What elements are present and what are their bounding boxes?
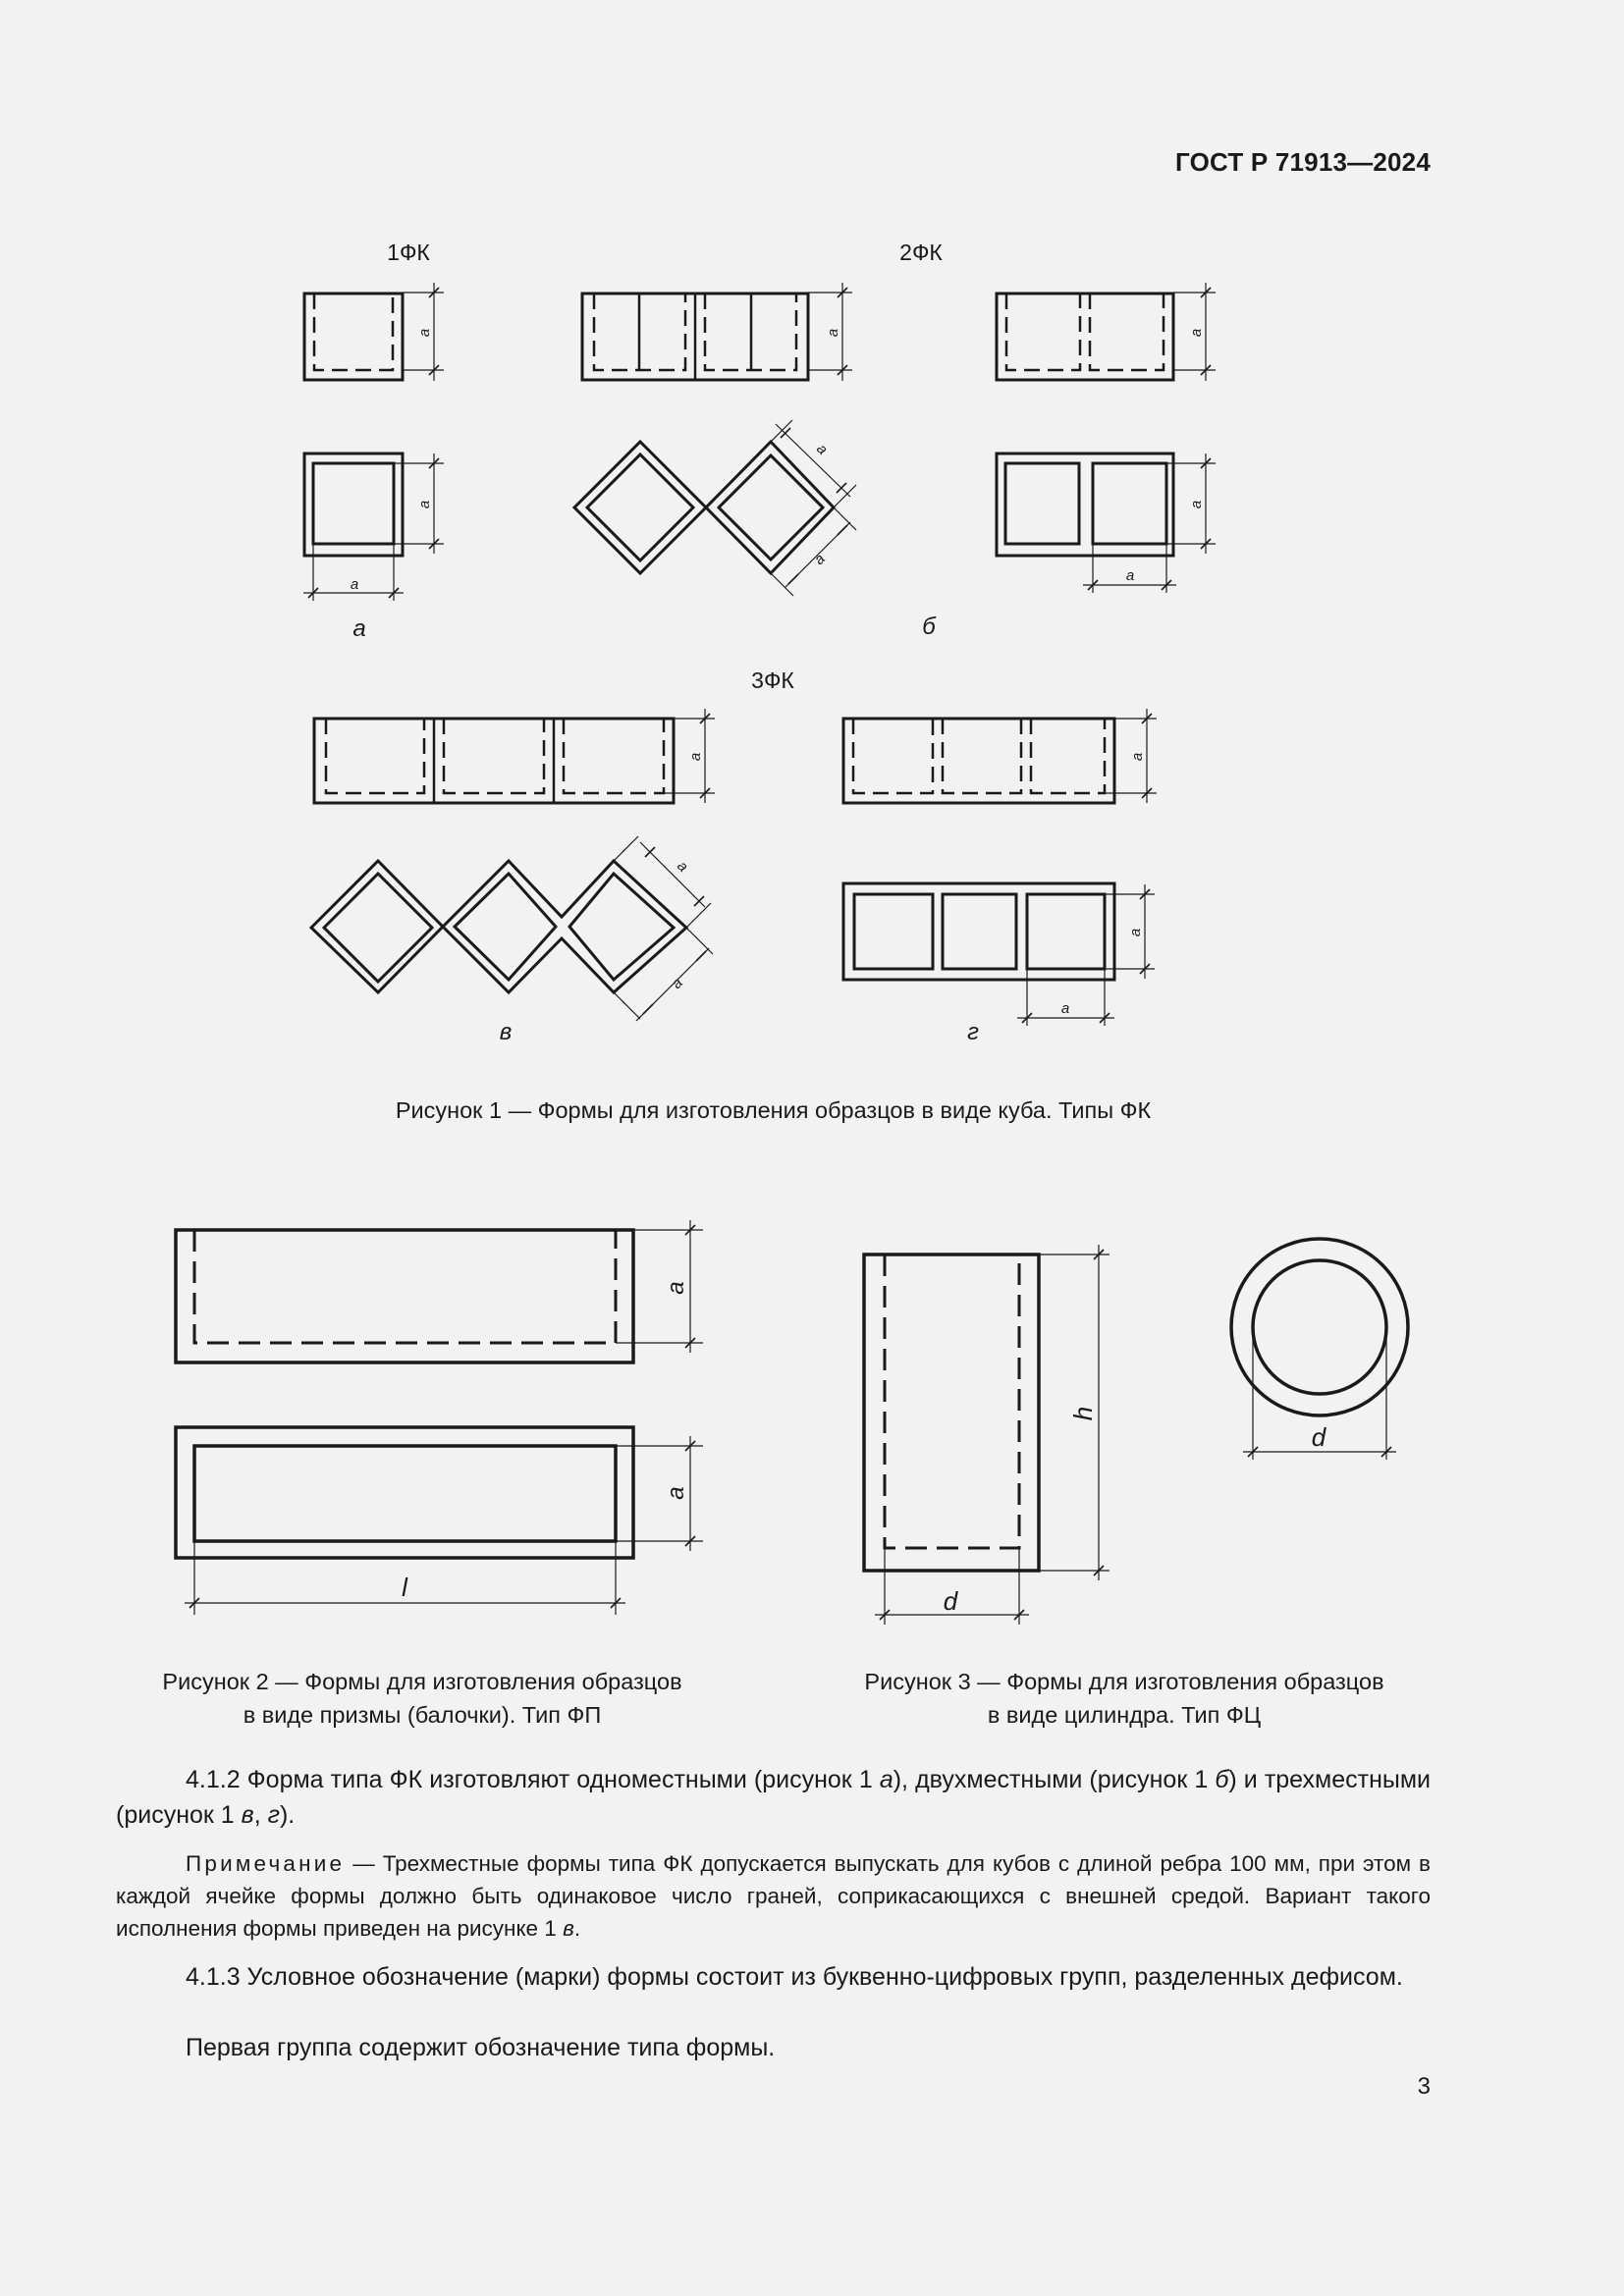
fig1b-top-view-a	[582, 283, 852, 381]
sublabel-v: в	[499, 1019, 513, 1045]
dim-a-3: а	[350, 576, 359, 593]
fig2-dim-l: l	[402, 1573, 407, 1602]
fig1b-top-view-b	[997, 283, 1216, 381]
paragraph-4-1-3: 4.1.3 Условное обозначение (марки) формы состоит из буквенно-цифровых групп, разделенных дефисом.	[186, 1963, 1403, 1991]
fig1b-plan-view-b	[997, 454, 1216, 593]
fig1v-top-view	[314, 709, 715, 803]
figure1-caption: Рисунок 1 — Формы для изготовления образцов в виде куба. Типы ФК	[395, 1097, 1152, 1123]
fig2-plan-view	[176, 1427, 703, 1615]
sublabel-g: г	[967, 1019, 979, 1045]
fig3-dim-d-side: d	[943, 1586, 958, 1616]
page-number: 3	[1417, 2073, 1431, 2100]
label-1fk: 1ФК	[387, 240, 430, 265]
dim-a-14: а	[674, 857, 692, 876]
figure2-caption-line2: в виде призмы (балочки). Тип ФП	[243, 1702, 602, 1728]
fig1a-plan-view	[303, 454, 444, 601]
label-2fk: 2ФК	[899, 240, 943, 265]
dim-a-2: а	[416, 500, 433, 509]
figure3-caption-line2: в виде цилиндра. Тип ФЦ	[987, 1702, 1262, 1728]
dim-a-15: а	[668, 974, 686, 992]
fig1g-top-view	[843, 709, 1157, 803]
fig3-side-view	[864, 1245, 1110, 1625]
fig2-side-view	[176, 1220, 703, 1362]
dim-a-4: а	[825, 328, 841, 338]
sublabel-a: а	[352, 615, 366, 642]
dim-a-5: а	[1188, 328, 1205, 338]
label-3fk: 3ФК	[751, 667, 794, 693]
paragraph-first-group: Первая группа содержит обозначение типа формы.	[186, 2034, 776, 2061]
dimension-ticks	[189, 288, 1391, 1620]
sublabel-b: б	[922, 614, 936, 640]
fig2-dim-a-bottom: a	[663, 1486, 689, 1500]
dim-a-1: а	[416, 328, 433, 338]
fig1b-diamond-view	[574, 420, 856, 596]
figure3-caption-line1: Рисунок 3 — Формы для изготовления образцов	[864, 1669, 1384, 1694]
fig1g-plan-view	[843, 883, 1155, 1026]
dim-a-9: а	[810, 550, 829, 568]
figure3-caption	[805, 1665, 1443, 1732]
note-paragraph: Примечание — Трехместные формы типа ФК допускается выпускать для кубов с длиной ребра 100 мм, при этом в каждой ячейке формы должно быть одинаковое число граней, соприкасающихся с внешней средой. Вариант такого исполнения формы приведен на рисунке 1 в.	[116, 1851, 1431, 1941]
paragraph-4-1-2: 4.1.2 Форма типа ФК изготовляют одноместными (рисунок 1 а), двухместными (рисунок 1 б) и трехместными (рисунок 1 в, г).	[116, 1766, 1432, 1829]
dim-a-11: а	[1129, 752, 1146, 762]
fig3-dim-d-top: d	[1311, 1422, 1326, 1452]
dim-a-12: а	[1127, 928, 1144, 937]
dim-a-10: а	[687, 752, 704, 762]
dim-a-6: а	[1188, 500, 1205, 509]
fig3-dim-h: h	[1068, 1406, 1098, 1421]
note-label: Примечание	[186, 1851, 346, 1876]
fig1v-diamond-view	[311, 836, 713, 1021]
fig2-dim-a-top: a	[663, 1281, 689, 1295]
figure2-caption-line1: Рисунок 2 — Формы для изготовления образцов	[162, 1669, 682, 1694]
dim-a-7: а	[1125, 567, 1135, 584]
document-number: ГОСТ Р 71913—2024	[1175, 147, 1431, 177]
dim-a-8: а	[813, 440, 832, 458]
figure2-caption	[98, 1665, 746, 1732]
dim-a-13: а	[1060, 1000, 1070, 1017]
